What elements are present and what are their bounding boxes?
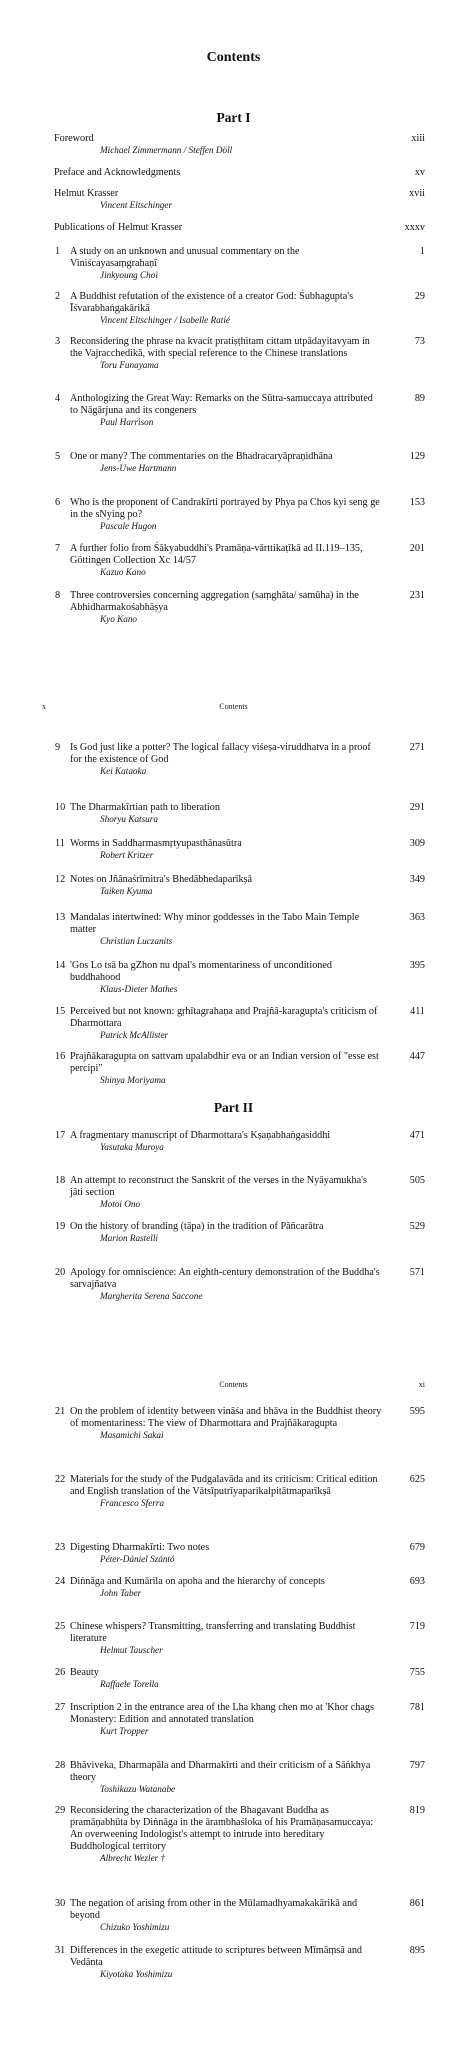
entry-number: 16 bbox=[55, 1051, 66, 1062]
entry-author: Helmut Tauscher bbox=[100, 1645, 163, 1655]
entry-number: 1 bbox=[55, 246, 61, 257]
entry-page: 529 bbox=[409, 1221, 425, 1232]
entry-page: 895 bbox=[409, 1945, 425, 1956]
entry-title: Reconsidering the characterization of the Bhagavant Buddha as pramāṇabhūta by Diṅnāga in the ārambhaśloka of his Pramāṇasamuccaya: An overweening Indologist's attempt to intrude into hereditary Buddhological territory bbox=[70, 1805, 374, 1852]
entry-title: Reconsidering the phrase na kvacit pratiṣṭhitam cittam utpādayitavyam in the Vajracchedikā, with special reference to the Chinese translations bbox=[70, 336, 370, 359]
entry-page: 201 bbox=[409, 543, 425, 554]
entry-page: 861 bbox=[409, 1898, 425, 1909]
entry-number: 5 bbox=[55, 451, 61, 462]
entry-title: Notes on Jñānaśrīmitra's Bhedābhedaparīkṣā bbox=[70, 874, 253, 885]
entry-number: 23 bbox=[55, 1542, 66, 1553]
entry-author: Toru Funayama bbox=[100, 360, 159, 370]
entry-number: 21 bbox=[55, 1406, 66, 1417]
entry-page: 505 bbox=[409, 1175, 425, 1186]
entry-number: 20 bbox=[55, 1267, 66, 1278]
entry-author: Kurt Tropper bbox=[100, 1726, 149, 1736]
entry-title: A Buddhist refutation of the existence of a creator God: Śubhagupta's Īśvarabhaṅgakārikā bbox=[70, 291, 354, 314]
entry-title: Diṅnāga and Kumārila on apoha and the hierarchy of concepts bbox=[70, 1576, 325, 1587]
entry-author: Kei Kataoka bbox=[100, 766, 147, 776]
entry-page: 625 bbox=[409, 1474, 425, 1485]
entry-title: Differences in the exegetic attitude to scriptures between Mīmāṃsā and Vedānta bbox=[70, 1945, 363, 1968]
entry-title: One or many? The commentaries on the Bhadracaryāpraṇidhāna bbox=[70, 451, 333, 462]
entry-title: 'Gos Lo tsā ba gZhon nu dpal's momentariness of unconditioned buddhahood bbox=[70, 960, 332, 983]
entry-number: 29 bbox=[55, 1805, 66, 1816]
entry-author: Michael Zimmermann / Steffen Döll bbox=[100, 145, 233, 155]
entry-page: 73 bbox=[414, 336, 425, 347]
entry-page: 755 bbox=[409, 1667, 425, 1678]
entry-author: Albrecht Wezler † bbox=[100, 1853, 166, 1863]
entry-number: 19 bbox=[55, 1221, 66, 1232]
entry-page: 679 bbox=[409, 1542, 425, 1553]
entry-title: Publications of Helmut Krasser bbox=[54, 222, 183, 233]
entry-number: 28 bbox=[55, 1760, 66, 1771]
entry-page: 363 bbox=[409, 912, 425, 923]
page-folio: x bbox=[42, 702, 46, 711]
entry-author: Shoryu Katsura bbox=[100, 814, 158, 824]
entry-page: 411 bbox=[410, 1006, 425, 1017]
entry-page: 291 bbox=[409, 802, 425, 813]
entry-title: Helmut Krasser bbox=[54, 188, 119, 199]
entry-page: 447 bbox=[409, 1051, 425, 1062]
entry-title: Perceived but not known: gṛhītagrahaṇa and Prajñā-karagupta's criticism of Dharmottara bbox=[70, 1006, 378, 1029]
entry-number: 10 bbox=[55, 802, 66, 813]
entry-author: Kyo Kano bbox=[100, 614, 138, 624]
entry-author: John Taber bbox=[100, 1588, 142, 1598]
entry-author: Jens-Uwe Hartmann bbox=[100, 463, 177, 473]
entry-title: Digesting Dharmakīrti: Two notes bbox=[70, 1542, 210, 1553]
toc-page-1 bbox=[0, 0, 467, 690]
part-heading: Part I bbox=[216, 110, 251, 125]
entry-author: Péter-Dániel Szántó bbox=[100, 1554, 175, 1564]
entry-number: 24 bbox=[55, 1576, 66, 1587]
entry-author: Kazuo Kano bbox=[100, 567, 146, 577]
entry-author: Toshikazu Watanabe bbox=[100, 1784, 176, 1794]
entry-number: 6 bbox=[55, 497, 61, 508]
entry-number: 14 bbox=[55, 960, 66, 971]
entry-number: 26 bbox=[55, 1667, 66, 1678]
entry-author: Motoi Ono bbox=[100, 1199, 141, 1209]
entry-page: 781 bbox=[409, 1702, 425, 1713]
entry-title: The negation of arising from other in the Mūlamadhyamakakārikā and beyond bbox=[70, 1898, 358, 1921]
entry-page: 571 bbox=[409, 1267, 425, 1278]
entry-author: Klaus-Dieter Mathes bbox=[100, 984, 178, 994]
toc-page-2 bbox=[0, 690, 467, 1380]
entry-author: Margherita Serena Saccone bbox=[100, 1291, 203, 1301]
entry-title: Mandalas intertwined: Why minor goddesses in the Tabo Main Temple matter bbox=[70, 912, 360, 935]
entry-title: A study on an unknown and unusual commentary on the Viniścayasaṃgrahaṇī bbox=[70, 246, 300, 269]
entry-title: Beauty bbox=[70, 1667, 99, 1678]
entry-page: 797 bbox=[409, 1760, 425, 1771]
entry-title: A fragmentary manuscript of Dharmottara's Kṣaṇabhaṅgasiddhi bbox=[70, 1130, 331, 1141]
entry-title: An attempt to reconstruct the Sanskrit of the verses in the Nyāyamukha's jāti section bbox=[70, 1175, 367, 1198]
entry-author: Francesco Sferra bbox=[100, 1498, 165, 1508]
page-folio: xi bbox=[418, 1380, 425, 1389]
entry-author: Patrick McAllister bbox=[100, 1030, 169, 1040]
entry-author: Shinya Moriyama bbox=[100, 1075, 166, 1085]
entry-author: Yasutaka Muroya bbox=[100, 1142, 164, 1152]
entry-title: Prajñākaragupta on sattvam upalabdhir eva or an Indian version of "esse est percipi" bbox=[70, 1051, 379, 1074]
entry-author: Pascale Hugon bbox=[100, 521, 157, 531]
entry-number: 17 bbox=[55, 1130, 66, 1141]
entry-page: 231 bbox=[409, 590, 425, 601]
entry-title: Preface and Acknowledgments bbox=[54, 167, 181, 178]
entry-title: Three controversies concerning aggregation (saṃghāta/ samūha) in the Abhidharmakośabhāṣya bbox=[70, 590, 359, 613]
running-head: Contents bbox=[219, 702, 248, 711]
entry-number: 31 bbox=[55, 1945, 66, 1956]
entry-number: 11 bbox=[55, 838, 65, 849]
entry-number: 30 bbox=[55, 1898, 66, 1909]
entry-title: Bhāviveka, Dharmapāla and Dharmakīrti and their criticism of a Sāṅkhya theory bbox=[70, 1760, 371, 1783]
entry-number: 4 bbox=[55, 393, 61, 404]
entry-author: Marion Rastelli bbox=[100, 1233, 158, 1243]
running-head: Contents bbox=[219, 1380, 248, 1389]
entry-title: Who is the proponent of Candrakīrti portrayed by Phya pa Chos kyi seng ge in the sNying po? bbox=[70, 497, 380, 520]
entry-author: Kiyotaka Yoshimizu bbox=[100, 1969, 173, 1979]
entry-page: 719 bbox=[409, 1621, 425, 1632]
entry-page: 595 bbox=[409, 1406, 425, 1417]
toc-page-3 bbox=[0, 1380, 467, 2048]
entry-page: 129 bbox=[409, 451, 425, 462]
entry-number: 7 bbox=[55, 543, 61, 554]
entry-page: 471 bbox=[409, 1130, 425, 1141]
entry-title: Foreword bbox=[54, 133, 94, 144]
page-title: Contents bbox=[206, 50, 261, 65]
entry-number: 22 bbox=[55, 1474, 66, 1485]
entry-number: 8 bbox=[55, 590, 61, 601]
entry-number: 12 bbox=[55, 874, 66, 885]
entry-number: 13 bbox=[55, 912, 66, 923]
entry-number: 9 bbox=[55, 742, 61, 753]
entry-title: Apology for omniscience: An eighth-century demonstration of the Buddha's sarvajñatva bbox=[70, 1267, 380, 1290]
entry-title: Inscription 2 in the entrance area of the Lha khang chen mo at 'Khor chags Monastery: Edition and annotated translation bbox=[70, 1702, 374, 1725]
entry-page: 819 bbox=[409, 1805, 425, 1816]
entry-title: Anthologizing the Great Way: Remarks on the Sūtra-samuccaya attributed to Nāgārjuna and its congeners bbox=[70, 393, 373, 416]
entry-number: 27 bbox=[55, 1702, 66, 1713]
entry-title: Worms in Saddharmasmṛtyupasthānasūtra bbox=[70, 838, 242, 849]
entry-author: Paul Harrison bbox=[100, 417, 154, 427]
entry-title: The Dharmakīrtian path to liberation bbox=[70, 802, 220, 813]
entry-author: Vincent Eltschinger bbox=[100, 200, 173, 210]
entry-title: Is God just like a potter? The logical fallacy viśeṣa-viruddhatva in a proof for the existence of God bbox=[70, 742, 371, 765]
entry-author: Christian Luczanits bbox=[100, 936, 173, 946]
entry-title: Chinese whispers? Transmitting, transferring and translating Buddhist literature bbox=[70, 1621, 356, 1644]
entry-author: Raffaele Torella bbox=[100, 1679, 159, 1689]
entry-author: Masamichi Sakai bbox=[100, 1430, 164, 1440]
entry-number: 2 bbox=[55, 291, 61, 302]
entry-page: 153 bbox=[409, 497, 425, 508]
entry-title: Materials for the study of the Pudgalavāda and its criticism: Critical edition and English translation of the Vātsīputrīyaparikalpitātmaparīkṣā bbox=[70, 1474, 378, 1497]
entry-page: 89 bbox=[414, 393, 425, 404]
entry-author: Vincent Eltschinger / Isabelle Ratié bbox=[100, 315, 230, 325]
part-heading: Part II bbox=[213, 1100, 254, 1115]
entry-number: 3 bbox=[55, 336, 61, 347]
entry-page: xvii bbox=[409, 188, 425, 199]
entry-page: 309 bbox=[409, 838, 425, 849]
entry-page: xv bbox=[414, 167, 425, 178]
entry-page: xiii bbox=[411, 133, 425, 144]
entry-page: 29 bbox=[414, 291, 425, 302]
entry-page: 349 bbox=[409, 874, 425, 885]
entry-title: On the history of branding (tāpa) in the tradition of Pāñcarātra bbox=[70, 1221, 324, 1232]
entry-page: 395 bbox=[409, 960, 425, 971]
entry-page: 1 bbox=[419, 246, 425, 257]
entry-page: 271 bbox=[409, 742, 425, 753]
entry-author: Robert Kritzer bbox=[100, 850, 154, 860]
entry-page: xxxv bbox=[404, 222, 425, 233]
entry-number: 18 bbox=[55, 1175, 66, 1186]
entry-author: Jinkyoung Choi bbox=[100, 270, 158, 280]
entry-number: 15 bbox=[55, 1006, 66, 1017]
entry-page: 693 bbox=[409, 1576, 425, 1587]
entry-title: A further folio from Śākyabuddhi's Pramāṇa-vārttikaṭīkā ad II.119–135, Göttingen Collection Xc 14/57 bbox=[70, 543, 363, 566]
entry-author: Chizuko Yoshimizu bbox=[100, 1922, 170, 1932]
entry-author: Taiken Kyuma bbox=[100, 886, 153, 896]
entry-title: On the problem of identity between vināśa and bhāva in the Buddhist theory of momentariness: The view of Dharmottara and Prajñākaragupta bbox=[70, 1406, 382, 1429]
entry-number: 25 bbox=[55, 1621, 66, 1632]
